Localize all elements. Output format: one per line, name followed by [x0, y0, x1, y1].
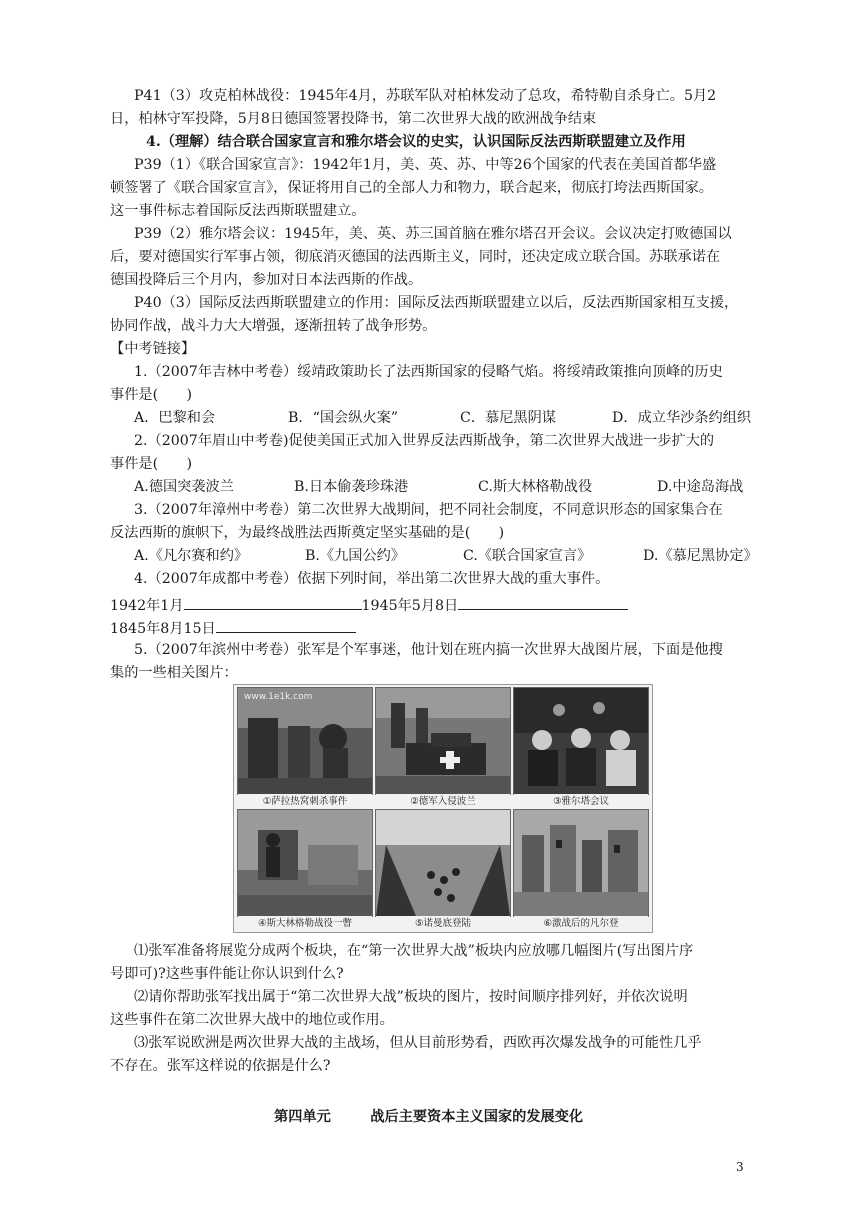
page-number: 3: [736, 1160, 744, 1174]
p41-3-line1: P41（3）攻克柏林战役：1945年4月，苏联军队对柏林发动了总攻，希特勒自杀身亡。5月2: [134, 88, 717, 104]
q1-stem-line2: 事件是( ): [110, 387, 193, 403]
p40-3-line2: 协同作战，战斗力大大增强，逐渐扭转了战争形势。: [110, 318, 437, 334]
q3-stem-line1: 3.（2007年漳州中考卷）第二次世界大战期间，把不同社会制度，不同意识形态的国家集合在: [134, 502, 723, 518]
q5-sub2-line2: 这些事件在第二次世界大战中的地位或作用。: [110, 1012, 394, 1028]
q5-sub1-line2: 号即可)?这些事件能让你认识到什么?: [110, 966, 344, 982]
p40-3-line1: P40（3）国际反法西斯联盟建立的作用：国际反法西斯联盟建立以后，反法西斯国家相互支援，: [134, 295, 739, 311]
p39-2-line1: P39（2）雅尔塔会议：1945年，美、英、苏三国首脑在雅尔塔召开会议。会议决定打败德国以: [134, 226, 732, 242]
q1-stem-line1: 1.（2007年吉林中考卷）绥靖政策助长了法西斯国家的侵略气焰。将绥靖政策推向顶峰的历史: [134, 364, 723, 380]
q4-stem: 4.（2007年成都中考卷）依据下列时间，举出第二次世界大战的重大事件。: [134, 571, 610, 587]
q5-sub3-line2: 不存在。张军这样说的依据是什么?: [110, 1058, 331, 1074]
q3-option-d: D.《慕尼黑协定》: [643, 548, 758, 564]
p39-2-line2: 后，要对德国实行军事占领，彻底消灭德国的法西斯主义，同时，还决定成立联合国。苏联承诺在: [110, 249, 721, 265]
photo-5-caption: ⑤诺曼底登陆: [376, 916, 510, 932]
q5-stem-line2: 集的一些相关图片：: [110, 665, 238, 681]
q3-stem-line2: 反法西斯的旗帜下，为最终战胜法西斯奠定坚实基础的是( ): [110, 525, 505, 541]
unit-name: 战后主要资本主义国家的发展变化: [370, 1109, 584, 1125]
q5-sub3-line1: ⑶张军说欧洲是两次世界大战的主战场，但从目前形势看，西欧再次爆发战争的可能性几乎: [134, 1035, 702, 1051]
q5-sub2-line1: ⑵请你帮助张军找出属于“第二次世界大战”板块的图片，按时间顺序排列好，并依次说明: [134, 989, 688, 1005]
q5-sub1-line1: ⑴张军准备将展览分成两个板块，在“第一次世界大战”板块内应放哪几幅图片(写出图片序: [134, 943, 694, 959]
p41-3-line2: 日，柏林守军投降，5月8日德国签署投降书，第二次世界大战的欧洲战争结束: [110, 111, 597, 127]
q2-stem-line2: 事件是( ): [110, 456, 193, 472]
q3-option-a: A.《凡尔赛和约》: [134, 548, 249, 564]
p39-2-line3: 德国投降后三个月内，参加对日本法西斯的作战。: [110, 272, 423, 288]
q4-answer-blank-2[interactable]: [458, 593, 628, 610]
exam-link-heading: 【中考链接】: [110, 341, 196, 357]
q4-date-1: 1942年1月: [110, 598, 184, 614]
photo-2-image: [376, 688, 510, 794]
q4-answer-blank-3[interactable]: [216, 616, 356, 633]
q1-option-b: B．“国会纵火案”: [288, 410, 399, 426]
q1-option-c: C．慕尼黑阴谋: [460, 410, 556, 426]
q4-date-3: 1845年8月15日: [110, 621, 216, 637]
q4-row1: [110, 593, 628, 616]
photo-5: [375, 809, 511, 929]
q4-date-2: 1945年5月8日: [361, 598, 459, 614]
q2-option-b: B.日本偷袭珍珠港: [294, 479, 409, 495]
photo-1-image: [238, 688, 372, 794]
q4-row2: [110, 616, 356, 639]
p39-1-line2: 顿签署了《联合国家宣言》，保证将用自己的全部人力和物力，联合起来，彻底打垮法西斯国家。: [110, 180, 713, 196]
photo-6: [513, 809, 649, 929]
photo-2: [375, 687, 511, 807]
q3-option-c: C.《联合国家宣言》: [463, 548, 592, 564]
q5-stem-line1: 5.（2007年滨州中考卷）张军是个军事迷，他计划在班内搞一次世界大战图片展，下面是他搜: [134, 642, 723, 658]
section4-heading: 4.（理解）结合联合国家宣言和雅尔塔会议的史实，认识国际反法西斯联盟建立及作用: [146, 134, 686, 150]
photo-1-caption: ①萨拉热窝刺杀事件: [238, 794, 372, 810]
q4-answer-blank-1[interactable]: [184, 593, 362, 610]
q1-option-a: A．巴黎和会: [134, 410, 216, 426]
q2-option-d: D.中途岛海战: [657, 479, 744, 495]
photo-5-image: [376, 810, 510, 916]
q1-option-d: D．成立华沙条约组织: [612, 410, 752, 426]
q2-option-c: C.斯大林格勒战役: [478, 479, 593, 495]
unit-number: 第四单元: [274, 1109, 331, 1125]
photo-watermark: www.1e1k.com: [244, 692, 313, 702]
photo-grid: [233, 684, 653, 933]
photo-3: [513, 687, 649, 807]
q3-option-b: B.《九国公约》: [305, 548, 406, 564]
photo-2-caption: ②德军入侵波兰: [376, 794, 510, 810]
p39-1-line1: P39（1）《联合国家宣言》：1942年1月，美、英、苏、中等26个国家的代表在美国首都华盛: [134, 157, 717, 173]
photo-4-image: [238, 810, 372, 916]
photo-3-image: [514, 688, 648, 794]
q2-option-a: A.德国突袭波兰: [134, 479, 234, 495]
p39-1-line3: 这一事件标志着国际反法西斯联盟建立。: [110, 203, 366, 219]
photo-6-image: [514, 810, 648, 916]
photo-4-caption: ④斯大林格勒战役一瞥: [238, 916, 372, 932]
photo-6-caption: ⑥激战后的凡尔登: [514, 916, 648, 932]
photo-4: [237, 809, 373, 929]
unit-title: [274, 1106, 583, 1126]
photo-3-caption: ③雅尔塔会议: [514, 794, 648, 810]
photo-1: [237, 687, 373, 807]
q2-stem-line1: 2.（2007年眉山中考卷)促使美国正式加入世界反法西斯战争，第二次世界大战进一步扩大的: [134, 433, 715, 449]
